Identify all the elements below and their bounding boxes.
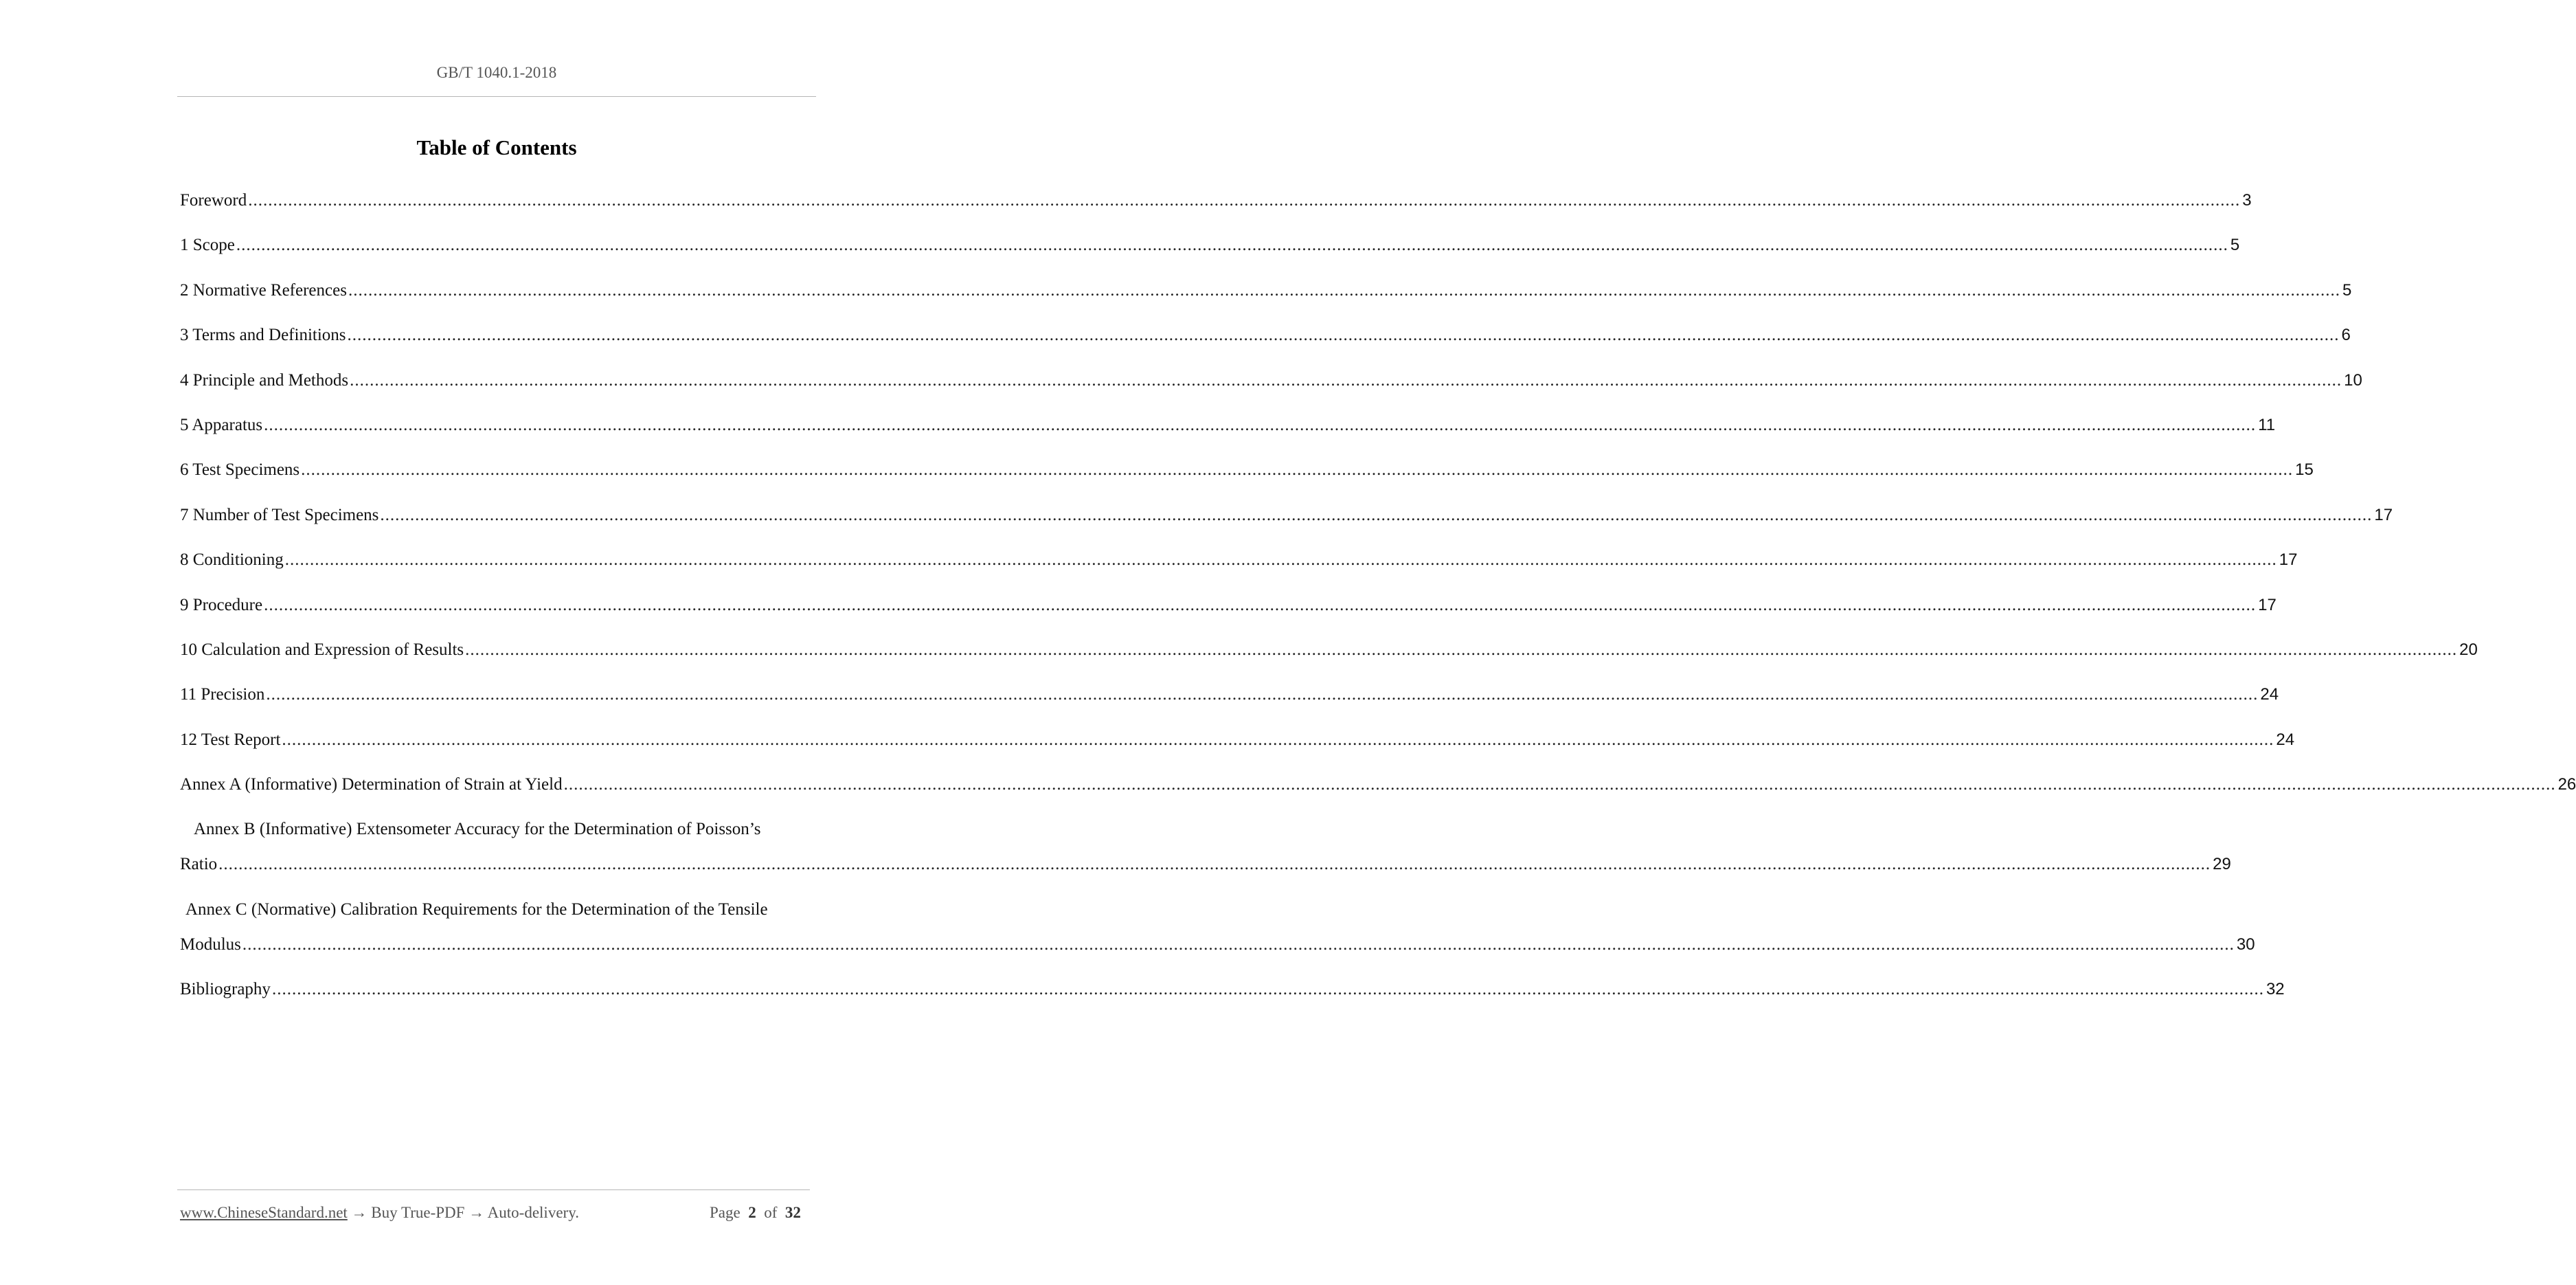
toc-entry-label: 1 Scope [180, 236, 235, 255]
toc-entry-page: 24 [2276, 730, 2295, 749]
document-code-header: GB/T 1040.1-2018 [436, 64, 557, 81]
toc-entry-page: 26 [2557, 775, 2576, 794]
toc-entry-page: 6 [2341, 326, 2351, 345]
toc-entry-label: Annex A (Informative) Determination of Strain at Yield [180, 775, 563, 794]
toc-entry-page: 17 [2374, 505, 2393, 524]
dot-leader: ................................................................................................................................................................................................................................................................................................................................................................................................................ [236, 236, 2228, 255]
toc-entry-bibliography[interactable] [180, 976, 2285, 1020]
toc-entry-page: 5 [2342, 280, 2352, 300]
page-indicator [710, 1204, 801, 1222]
arrow-right-icon: → [351, 1204, 368, 1221]
dot-leader: ................................................................................................................................................................................................................................................................................................................................................................................................................ [465, 640, 2458, 659]
header-divider [177, 96, 816, 97]
dot-leader: ................................................................................................................................................................................................................................................................................................................................................................................................................ [248, 191, 2241, 210]
toc-entry-page: 20 [2459, 640, 2478, 659]
toc-entry-label: 4 Principle and Methods [180, 370, 349, 390]
toc-entry-label: 7 Number of Test Specimens [180, 505, 379, 524]
dot-leader: ................................................................................................................................................................................................................................................................................................................................................................................................................ [301, 460, 2294, 480]
toc-entry-annex-b[interactable] [180, 816, 2231, 895]
toc-entry-label: 3 Terms and Definitions [180, 326, 346, 345]
page-word: Page [710, 1204, 741, 1221]
toc-entry-conditioning[interactable] [180, 546, 2298, 591]
toc-entry-label-line1: Annex B (Informative) Extensometer Accuracy for the Determination of Poisson’s [194, 820, 761, 839]
toc-entry-continuation [180, 851, 2231, 895]
toc-entry-page: 11 [2258, 415, 2276, 434]
toc-entry-label: Foreword [180, 191, 247, 210]
toc-entry-page: 17 [2258, 595, 2276, 614]
toc-entry-continuation [180, 931, 2255, 976]
toc-entry-page: 10 [2344, 370, 2362, 390]
toc-entry-procedure[interactable] [180, 592, 2276, 636]
toc-entry-test-report[interactable] [180, 726, 2295, 771]
toc-entry-principle-methods[interactable] [180, 367, 2362, 412]
dot-leader: ................................................................................................................................................................................................................................................................................................................................................................................................................ [264, 415, 2257, 434]
toc-entry-calculation-results[interactable] [180, 636, 2478, 681]
dot-leader: ................................................................................................................................................................................................................................................................................................................................................................................................................ [563, 775, 2556, 794]
toc-title: Table of Contents [416, 135, 577, 159]
dot-leader: ................................................................................................................................................................................................................................................................................................................................................................................................................ [350, 370, 2342, 390]
dot-leader: ................................................................................................................................................................................................................................................................................................................................................................................................................ [242, 935, 2235, 954]
toc-entry-page: 5 [2230, 236, 2240, 255]
toc-entry-label: 6 Test Specimens [180, 460, 300, 480]
toc-entry-scope[interactable] [180, 232, 2240, 276]
table-of-contents [180, 187, 2576, 1021]
site-link[interactable]: www.ChineseStandard.net [180, 1204, 348, 1221]
toc-entry-label-line1: Annex C (Normative) Calibration Requirements for the Determination of the Tensile [185, 900, 768, 919]
dot-leader: ................................................................................................................................................................................................................................................................................................................................................................................................................ [264, 595, 2257, 614]
dot-leader: ................................................................................................................................................................................................................................................................................................................................................................................................................ [282, 730, 2274, 749]
toc-entry-annex-a[interactable] [180, 771, 2576, 816]
toc-entry-page: 17 [2279, 550, 2298, 570]
footer-divider [177, 1189, 810, 1190]
toc-entry-label: 5 Apparatus [180, 415, 263, 434]
dot-leader: ................................................................................................................................................................................................................................................................................................................................................................................................................ [284, 550, 2277, 570]
dot-leader: ................................................................................................................................................................................................................................................................................................................................................................................................................ [348, 280, 2340, 300]
buy-true-pdf-text: Buy True-PDF [371, 1204, 465, 1221]
toc-entry-label: 2 Normative References [180, 280, 347, 300]
dot-leader: ................................................................................................................................................................................................................................................................................................................................................................................................................ [266, 685, 2259, 704]
dot-leader: ................................................................................................................................................................................................................................................................................................................................................................................................................ [380, 505, 2373, 524]
current-page-number: 2 [748, 1204, 756, 1221]
dot-leader: ................................................................................................................................................................................................................................................................................................................................................................................................................ [218, 855, 2211, 874]
toc-entry-label: Bibliography [180, 980, 271, 999]
arrow-right-icon: → [468, 1204, 485, 1221]
toc-entry-apparatus[interactable] [180, 412, 2276, 456]
toc-entry-label: 10 Calculation and Expression of Results [180, 640, 464, 659]
dot-leader: ................................................................................................................................................................................................................................................................................................................................................................................................................ [347, 326, 2340, 345]
toc-entry-label: 12 Test Report [180, 730, 281, 749]
toc-entry-page: 30 [2236, 935, 2255, 954]
toc-entry-label: 11 Precision [180, 685, 265, 704]
toc-entry-precision[interactable] [180, 681, 2279, 726]
toc-entry-page: 32 [2266, 980, 2285, 999]
of-word: of [764, 1204, 778, 1221]
toc-entry-number-of-specimens[interactable] [180, 502, 2393, 546]
total-page-count: 32 [784, 1204, 801, 1221]
toc-entry-label-line2: Modulus [180, 935, 241, 954]
toc-entry-normative-references[interactable] [180, 277, 2352, 322]
toc-entry-label-line2: Ratio [180, 855, 218, 874]
footer-promo [180, 1204, 579, 1222]
toc-entry-page: 15 [2295, 460, 2314, 480]
auto-delivery-text: Auto-delivery. [487, 1204, 579, 1221]
toc-entry-page: 29 [2213, 855, 2231, 874]
toc-entry-label: 8 Conditioning [180, 550, 284, 570]
toc-entry-page: 3 [2242, 191, 2252, 210]
dot-leader: ................................................................................................................................................................................................................................................................................................................................................................................................................ [271, 980, 2264, 999]
toc-entry-page: 24 [2260, 685, 2279, 704]
toc-entry-test-specimens[interactable] [180, 456, 2314, 501]
toc-entry-label: 9 Procedure [180, 595, 263, 614]
toc-entry-foreword[interactable] [180, 187, 2252, 232]
toc-entry-annex-c[interactable] [180, 896, 2255, 976]
toc-entry-terms-definitions[interactable] [180, 322, 2351, 366]
